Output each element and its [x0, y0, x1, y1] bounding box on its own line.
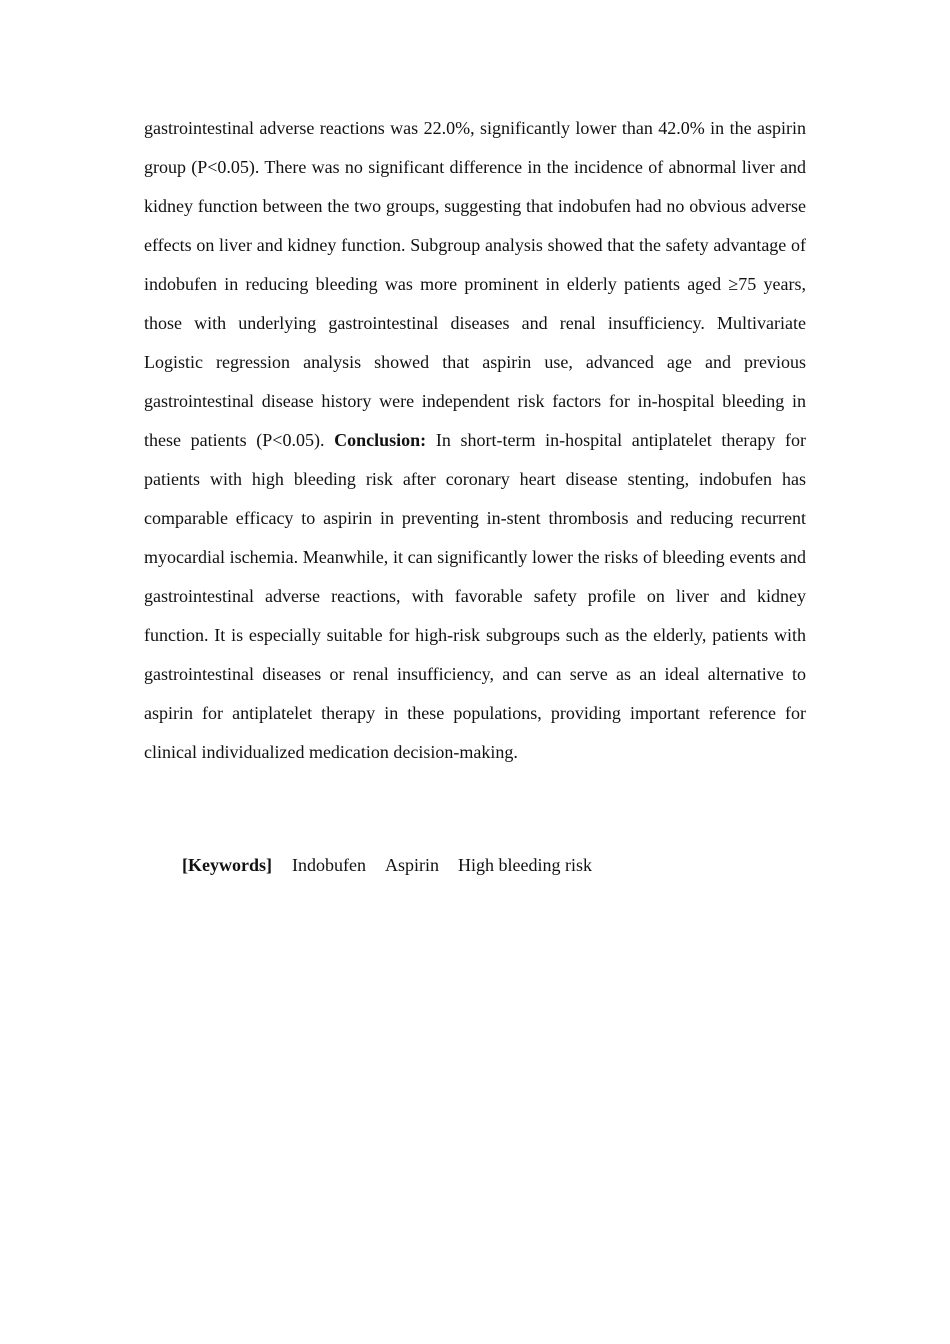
keyword-item: Aspirin [384, 855, 439, 875]
keyword-item: Indobufen [291, 855, 366, 875]
abstract-results-text: gastrointestinal adverse reactions was 22.0%, significantly lower than 42.0% in the aspirin group (P<0.05). There was no significant difference in the incidence of abnormal liver and kidney function between the two groups, suggesting that indobufen had no obvious adverse effects on liver and kidney function. Subgroup analysis showed that the safety advantage of indobufen in reducing bleeding was more prominent in elderly patients aged ≥75 years, those with underlying gastrointestinal diseases and renal insufficiency. Multivariate Logistic regression analysis showed that aspirin use, advanced age and previous gastrointestinal disease history were independent risk factors for in-hospital bleeding in these patients (P<0.05). [144, 118, 806, 450]
abstract-conclusion-text: In short-term in-hospital antiplatelet therapy for patients with high bleeding risk after coronary heart disease stenting, indobufen has comparable efficacy to aspirin in preventing in-stent thrombosis and reducing recurrent myocardial ischemia. Meanwhile, it can significantly lower the risks of bleeding events and gastrointestinal adverse reactions, with favorable safety profile on liver and kidney function. It is especially suitable for high-risk subgroups such as the elderly, patients with gastrointestinal diseases or renal insufficiency, and can serve as an ideal alternative to aspirin for antiplatelet therapy in these populations, providing important reference for clinical individualized medication decision-making. [144, 430, 807, 762]
abstract-paragraph [144, 109, 806, 772]
keywords-line [182, 846, 611, 885]
conclusion-label: Conclusion: [334, 430, 427, 450]
keywords-label: [Keywords] [182, 855, 272, 875]
keyword-item: High bleeding risk [457, 855, 592, 875]
